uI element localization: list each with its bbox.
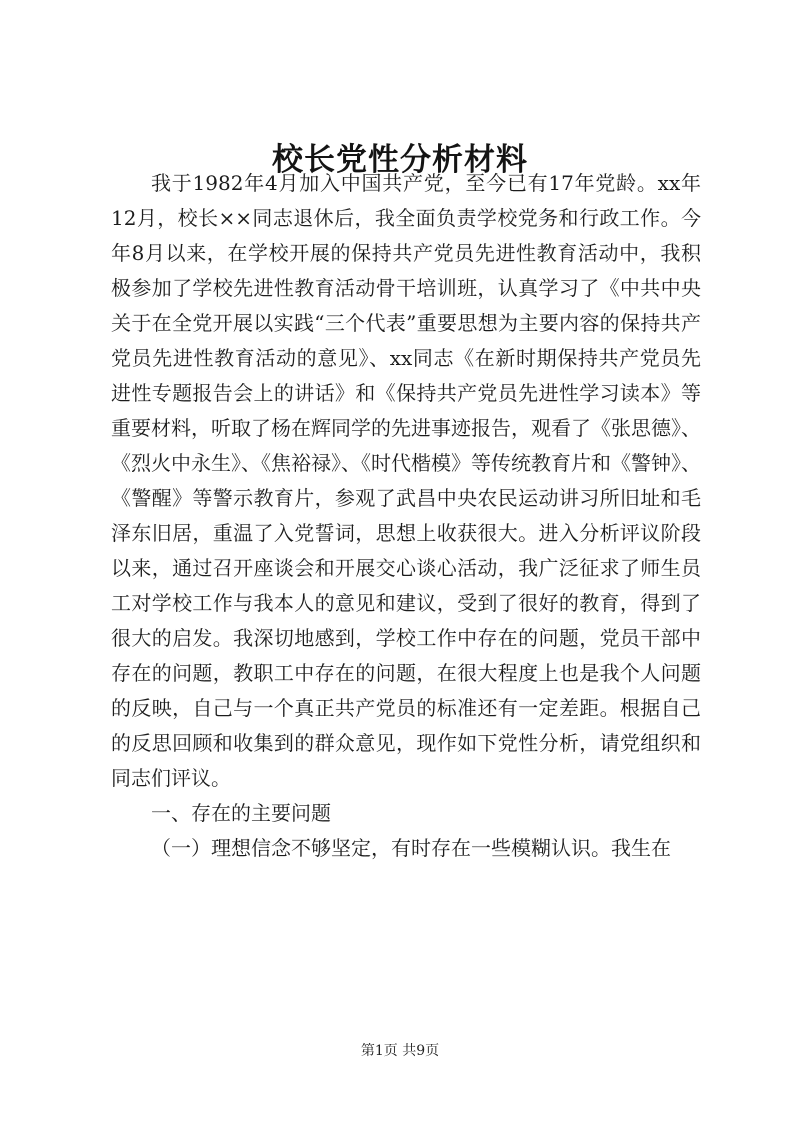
page-number: 第1页 共9页 bbox=[360, 1043, 440, 1059]
document-title: 校长党性分析材料 bbox=[272, 142, 528, 178]
paragraph-intro: 我于1982年4月加入中国共产党，至今已有17年党龄。xx年12月，校长××同志退休后，我全面负责学校党务和行政工作。今年8月以来，在学校开展的保持共产党员先进性教育活动中，我积极参加了学校先进性教育活动骨干培训班，认真学习了《中共中央关于在全党开展以实践“三个代表”重要思想为主要内容的保持共产党员先进性教育活动的意见》、xx同志《在新时期保持共产党员先进性专题报告会上的讲话》和《保持共产党员先进性学习读本》等重要材料，听取了杨在辉同学的先进事迹报告，观看了《张思德》、《烈火中永生》、《焦裕禄》、《时代楷模》等传统教育片和《警钟》、《警醒》等警示教育片，参观了武昌中央农民运动讲习所旧址和毛泽东旧居，重温了入党誓词，思想上收获很大。进入分析评议阶段以来，通过召开座谈会和开展交心谈心活动，我广泛征求了师生员工对学校工作与我本人的意见和建议，受到了很好的教育，得到了很大的启发。我深切地感到，学校工作中存在的问题，党员干部中存在的问题，教职工中存在的问题，在很大程度上也是我个人问题的反映，自己与一个真正共产党员的标准还有一定差距。根据自己的反思回顾和收集到的群众意见，现作如下党性分析，请党组织和同志们评议。 bbox=[111, 171, 701, 790]
document-body bbox=[111, 166, 701, 866]
section-heading: 一、存在的主要问题 bbox=[151, 801, 331, 825]
paragraph-subsection: （一）理想信念不够坚定，有时存在一些模糊认识。我生在 bbox=[151, 836, 671, 860]
